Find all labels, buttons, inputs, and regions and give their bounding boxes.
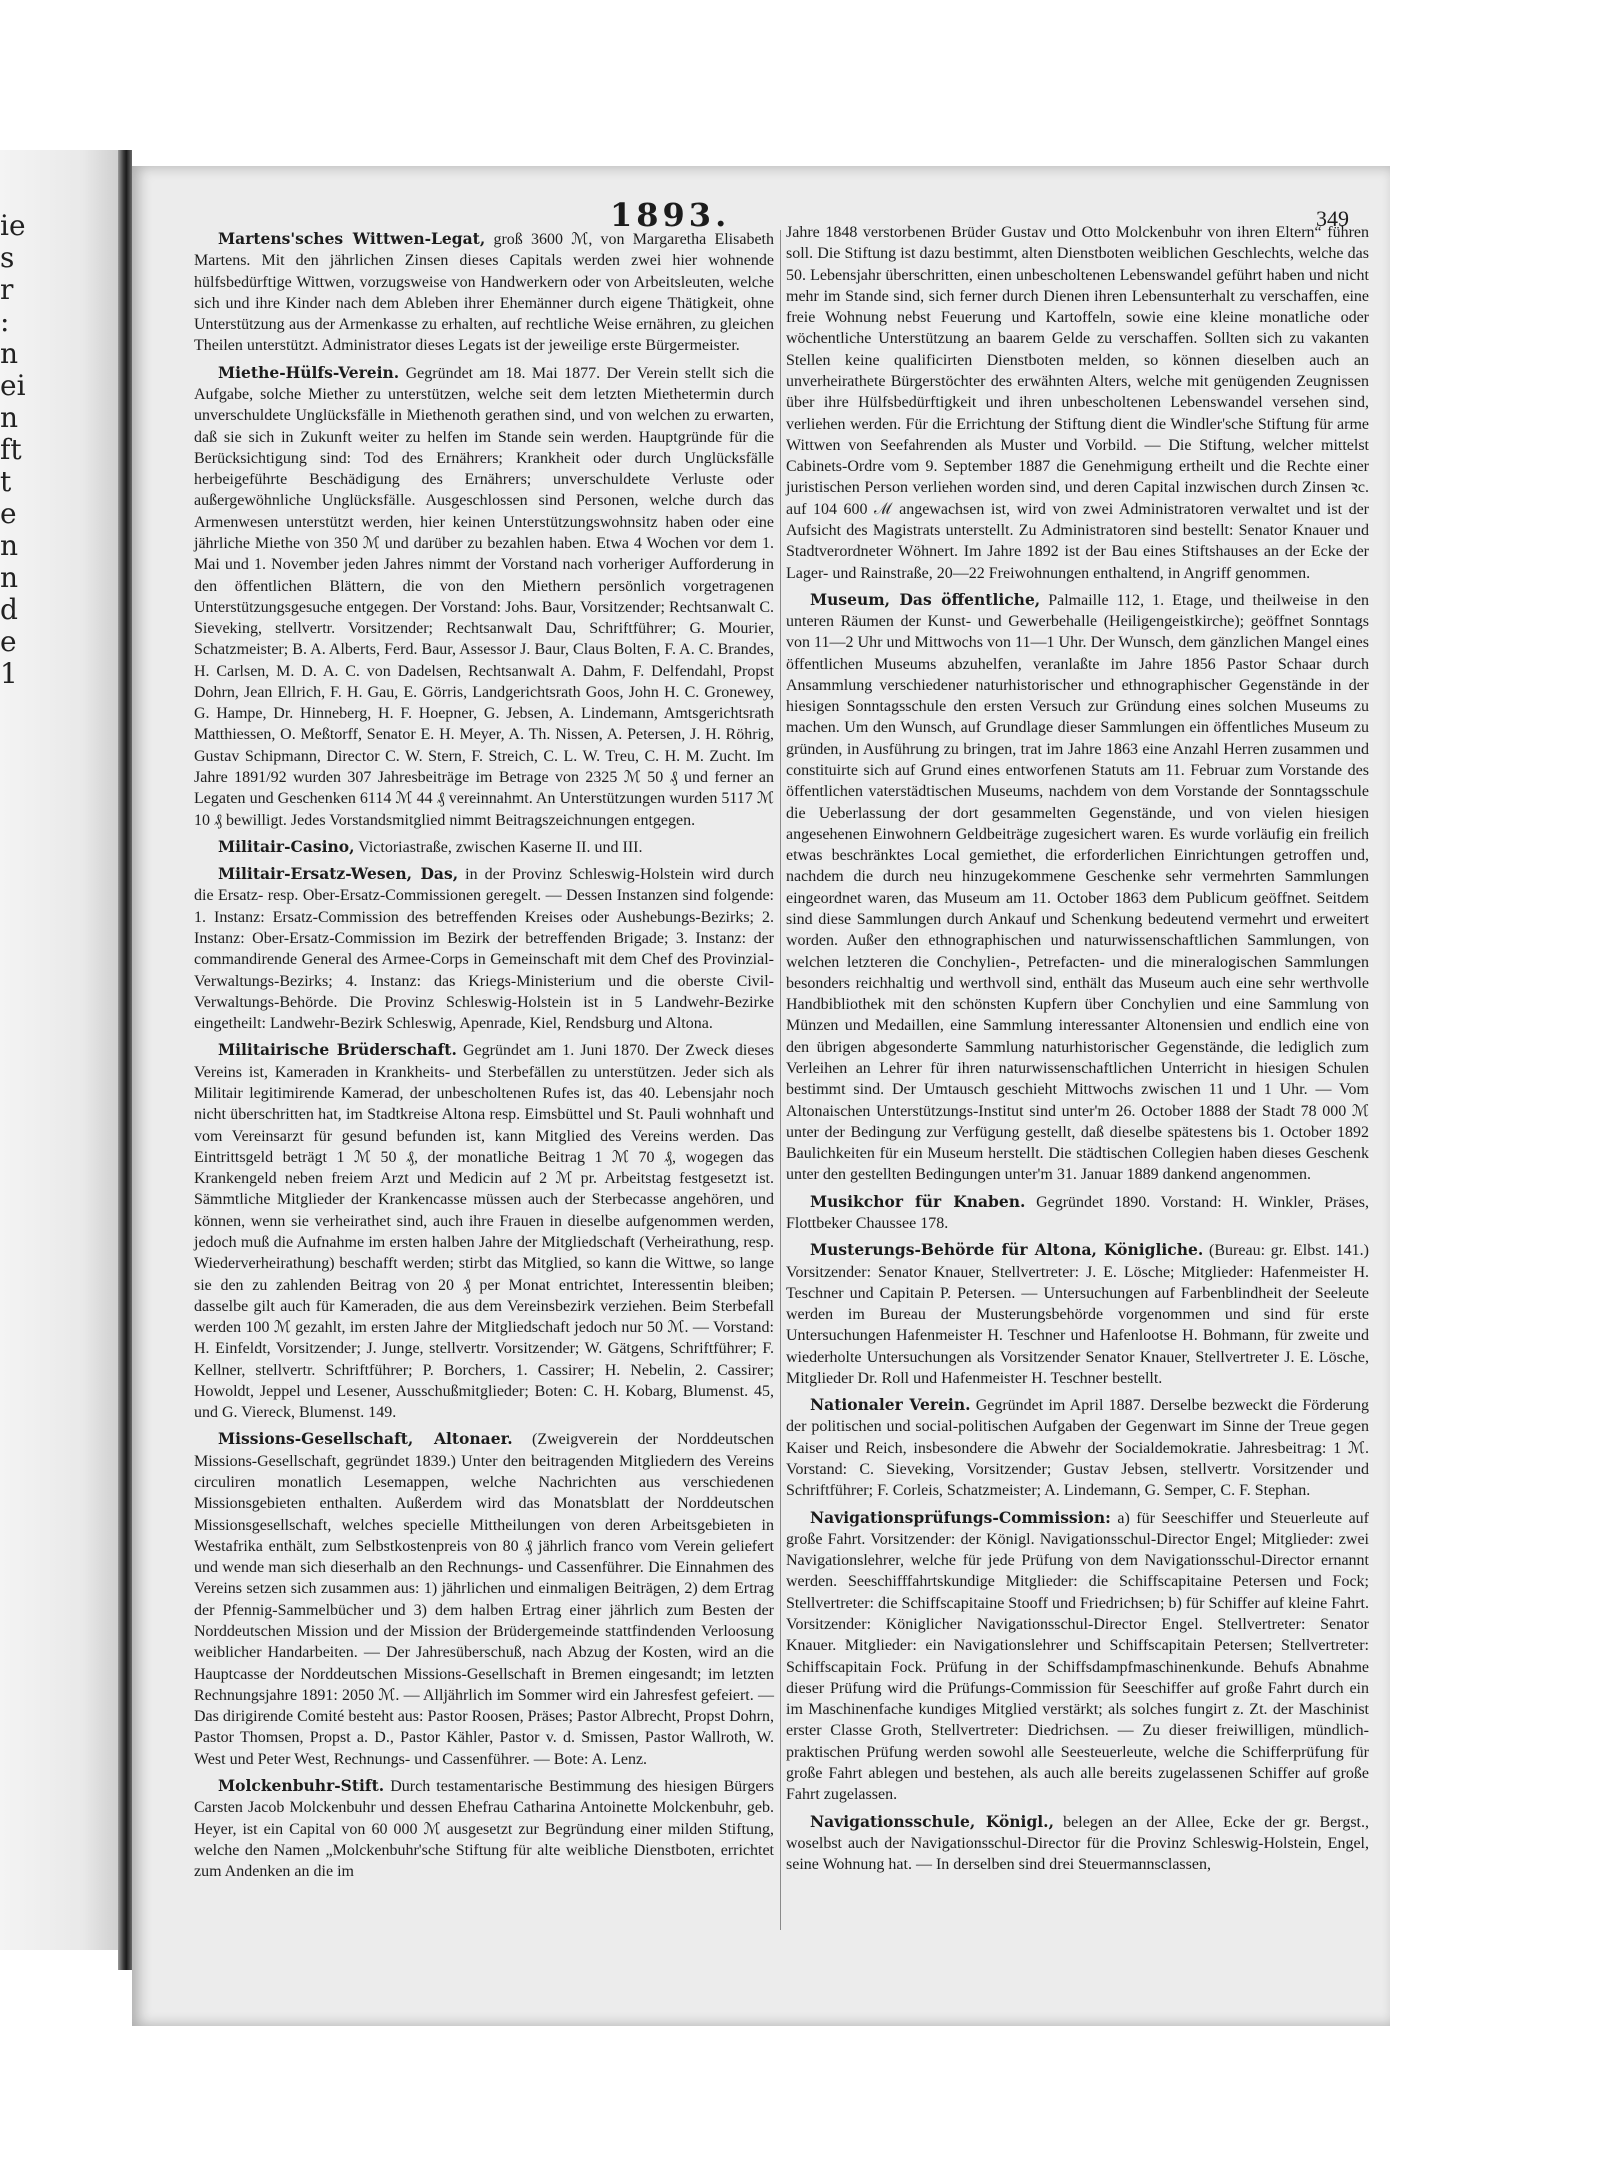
directory-entry bbox=[194, 362, 774, 831]
directory-entry bbox=[194, 1039, 774, 1423]
facing-page-fragment: n bbox=[0, 561, 19, 594]
entry-keyword: Miethe-Hülfs-Verein. bbox=[218, 362, 400, 382]
facing-page-fragment: ie bbox=[0, 209, 26, 242]
facing-page-fragment: n bbox=[0, 529, 19, 562]
directory-entry bbox=[194, 863, 774, 1034]
facing-page-strip bbox=[0, 150, 118, 1950]
entry-text: (Bureau: gr. Elbst. 141.) Vorsitzender: Senator Knauer, Stellvertreter: J. E. Lösche; Mitglieder: Hafenmeister H. Teschner und Capitain P. Petersen. — Untersuchungen auf Farbenblindheit der Seeleute werden im Bureau der Musterungsbehörde vorgenommen und sind für erste Untersuchungen Hafenmeister H. Teschner und Hafenlootse H. Bohmann, für zweite und wiederholte Untersuchungen als Vorsitzender Senator Knauer, Stellvertreter J. E. Lösche, Mitglieder Dr. Roll und Hafenmeister H. Teschner bestellt. bbox=[786, 1242, 1370, 1387]
entry-text: Jahre 1848 verstorbenen Brüder Gustav und Otto Molckenbuhr von ihren Eltern“ führen soll. Die Stiftung ist dazu bestimmt, alten Dienstboten weiblichen Geschlechts, welche das 50. Lebensjahr überschritten, einen unbescholtenen Lebenswandel geführt haben und nicht mehr im Stande sind, sich ferner durch Dienen ihren Lebensunterhalt zu verschaffen, eine freie Wohnung nebst Feuerung und Kartoffeln, sowie eine kleine monatliche oder wöchentliche Unterstützung an baarem Gelde zu verschaffen. Sollten sich zu vakanten Stellen keine qualificirten Dienstboten melden, so können dieselben auch an unverheirathete Bürgerstöchter des erwähnten Alters, welche mit genügenden Zeugnissen über ihre Hülfsbedürftigkeit und ihren unbescholtenen Lebenswandel versehen sind, verliehen werden. Für die Errichtung der Stiftung dient die Windler'sche Stiftung für arme Wittwen von Seefahrenden als Muster und Vorbild. — Die Stiftung, welcher mittelst Cabinets-Ordre vom 9. September 1887 die Genehmigung ertheilt und die Rechte einer juristischen Person verliehen worden sind, und deren Capital inzwischen durch Zinsen ꝛc. auf 104 600 ℳ angewachsen ist, wird von zwei Administratoren verwaltet und ist der Aufsicht des Magistrats unterstellt. Zu Administratoren sind bestellt: Senator Knauer und Stadtverordneter Wöhnert. Im Jahre 1892 ist der Bau eines Stiftshauses an der Ecke der Lager- und Rainstraße, 20—22 Freiwohnungen enthaltend, in Angriff genommen. bbox=[786, 224, 1369, 582]
entry-keyword: Navigationsprüfungs-Commission: bbox=[810, 1507, 1111, 1527]
directory-entry bbox=[786, 1507, 1369, 1806]
entry-text: Victoriastraße, zwischen Kaserne II. und III. bbox=[354, 838, 643, 856]
entry-keyword: Militair-Ersatz-Wesen, Das, bbox=[218, 864, 459, 884]
facing-page-fragment: : bbox=[0, 305, 10, 338]
directory-entry bbox=[194, 836, 774, 858]
entry-keyword: Museum, Das öffentliche, bbox=[810, 589, 1041, 609]
directory-entry bbox=[194, 228, 774, 357]
entry-text: Gegründet am 18. Mai 1877. Der Verein stellt sich die Aufgabe, solche Miether zu unterstützen, welche seit dem letzten Miethetermin durch unverschuldete Unglücksfälle in Miethenoth gerathen sind, und von welchen zu erwarten, daß sie sich in Zukunft weiter zu helfen im Stande sein werden. Hauptgründe für die Berücksichtigung sind: Tod des Ernährers; Krankheit oder durch Unglücksfälle herbeigeführte Beschädigung des Ernährers; unverschuldete Verluste oder außergewöhnliche Unglücksfälle. Ausgeschlossen sind Personen, welche durch das Armenwesen unterstützt werden, hier keinen Unterstützungswohnsitz haben oder eine jährliche Miethe von 350 ℳ und darüber zu bezahlen haben. Etwa 4 Wochen vor dem 1. Mai und 1. November jeden Jahres nimmt der Vorstand nach vorheriger Aufforderung in den öffentlichen Blättern, die von den Miethern persönlich vorgetragenen Unterstützungsgesuche entgegen. Der Vorstand: Johs. Baur, Vorsitzender; Rechtsanwalt C. Sieveking, stellvertr. Vorsitzender; Rechtsanwalt Dau, Schriftführer; G. Mourier, Schatzmeister; B. A. Alberts, Ferd. Baur, Assessor J. Baur, Claus Bolten, F. A. C. Brandes, H. Carlsen, M. D. A. C. von Dadelsen, Rechtsanwalt A. Dahm, F. Delfendahl, Propst Dohrn, Jean Ellrich, F. H. Gau, E. Görris, Landgerichtsrath Goos, John H. C. Gronewey, G. Hampe, Dr. Hinneberg, H. F. Hoepner, G. Jebsen, A. Lindemann, Amtsgerichtsrath Matthiessen, O. Meßtorff, Senator E. H. Meyer, A. Th. Nissen, A. Petersen, J. H. Röhrig, Gustav Schipmann, Director C. W. Stern, F. Streich, C. L. W. Treu, C. H. M. Zucht. Im Jahre 1891/92 wurden 307 Jahresbeiträge im Betrage von 2325 ℳ 50 ₰ und ferner an Legaten und Geschenken 6114 ℳ 44 ₰ vereinnahmt. An Unterstützungen wurden 5117 ℳ 10 ₰ bewilligt. Jedes Vorstandsmitglied nimmt Beitragszeichnungen entgegen. bbox=[194, 364, 774, 829]
entry-text: Gegründet im April 1887. Derselbe bezweckt die Förderung der politischen und social-politischen Aufgaben der Gegenwart im Sinne der Treue gegen Kaiser und Reich, insbesondere die Abwehr der Socialdemokratie. Jahresbeitrag: 1 ℳ. Vorstand: C. Sieveking, Vorsitzender; Gustav Jebsen, stellvertr. Vorsitzender und Schriftführer; F. Corleis, Schatzmeister; A. Lindemann, G. Semper, C. F. Stephan. bbox=[786, 1397, 1369, 1500]
directory-entry bbox=[194, 1428, 774, 1770]
entry-text: in der Provinz Schleswig-Holstein wird durch die Ersatz- resp. Ober-Ersatz-Commissionen geregelt. — Dessen Instanzen sind folgende: 1. Instanz: Ersatz-Commission des betreffenden Kreises oder Aushebungs-Bezirks; 2. Instanz: Ober-Ersatz-Commission im Bezirk der betreffenden Brigade; 3. Instanz: der commandirende General des Armee-Corps in Gemeinschaft mit dem Chef des Provinzial-Verwaltungs-Bezirks; 4. Instanz: das Kriegs-Ministerium und die oberste Civil-Verwaltungs-Behörde. Die Provinz Schleswig-Holstein ist in 5 Landwehr-Bezirke eingetheilt: Landwehr-Bezirk Schleswig, Apenrade, Kiel, Rendsburg und Altona. bbox=[194, 866, 774, 1033]
page-number: 349 bbox=[1316, 206, 1349, 231]
page-year-heading: 1893. bbox=[610, 196, 731, 234]
facing-page-fragment: s bbox=[0, 241, 15, 274]
directory-entry bbox=[786, 1191, 1369, 1235]
directory-entry bbox=[786, 222, 1369, 584]
entry-text: Gegründet am 1. Juni 1870. Der Zweck dieses Vereins ist, Kameraden in Krankheits- und Sterbefällen zu unterstützen. Jeder sich als Militair legitimirende Kamerad, der unbescholtenen Rufes ist, das 40. Lebensjahr noch nicht überschritten hat, im Stadtkreise Altona resp. Eimsbüttel und St. Pauli wohnhaft und vom Vereinsarzt für gesund befunden ist, kann Mitglied des Vereins werden. Das Eintrittsgeld beträgt 1 ℳ 50 ₰, der monatliche Beitrag 1 ℳ 70 ₰, wogegen das Krankengeld neben freiem Arzt und Medicin auf 2 ℳ pr. Arbeitstag festgesetzt ist. Sämmtliche Mitglieder der Krankencasse müssen auch der Sterbecasse angehören, und können, wenn sie verheirathet sind, auch ihre Frauen in dieselbe aufgenommen werden, jedoch muß die Aufnahme im ersten halben Jahre der Mitgliedschaft (Verheirathung, resp. Wiederverheirathung) beschafft werden; stirbt das Mitglied, so kann die Wittwe, so lange sie den zu zahlenden Beitrag von 20 ₰ per Monat entrichtet, Interessentin bleiben; dasselbe gilt auch für Kameraden, die aus dem Vereinsbezirk verziehen. Beim Sterbefall werden 100 ℳ gezahlt, im ersten Jahre der Mitgliedschaft jedoch nur 50 ℳ. — Vorstand: H. Einfeldt, Vorsitzender; J. Junge, stellvertr. Vorsitzender; W. Gätgens, Schriftführer; F. Kellner, stellvertr. Schriftführer; P. Borchers, 1. Cassirer; H. Nebelin, 2. Cassirer; Howoldt, Jeppel und Lesener, Ausschußmitglieder; Boten: C. H. Kobarg, Blumenst. 45, und G. Viereck, Blumenst. 149. bbox=[194, 1042, 774, 1422]
entry-text: belegen an der Allee, Ecke der gr. Bergst., woselbst auch der Navigationsschul-Director für die Provinz Schleswig-Holstein, Engel, seine Wohnung hat. — In derselben sind drei Steuermannsclassen, bbox=[786, 1813, 1369, 1874]
facing-page-fragment: n bbox=[0, 401, 19, 434]
directory-entry bbox=[194, 1775, 774, 1882]
facing-page-fragment: r bbox=[0, 273, 14, 306]
facing-page-fragment: t bbox=[0, 465, 12, 498]
entry-keyword: Missions-Gesellschaft, Altonaer. bbox=[218, 1429, 513, 1449]
entry-text: a) für Seeschiffer und Steuerleute auf große Fahrt. Vorsitzender: der Königl. Navigationsschul-Director Engel; Mitglieder: zwei Navigationslehrer, welche für jede Prüfung von dem Navigationsschul-Director ernannt werden. Seeschifffahrtskundige Mitglieder: die Schiffscapitaine Petersen und Fock; Stellvertreter: die Schiffscapitaine Stooff und Friedrichsen; b) für Schiffer auf kleine Fahrt. Vorsitzender: Königlicher Navigationsschul-Director Engel. Stellvertreter: Senator Knauer. Mitglieder: ein Navigationslehrer und Schiffscapitain Petersen; Stellvertreter: Schiffscapitain Fock. Prüfung in der Schiffsdampfmaschinenkunde. Behufs Abnahme dieser Prüfung wird die Prüfungs-Commission für Seeschiffer auf große Fahrt durch ein im Maschinenfache kundiges Mitglied verstärkt; als solches fungirt z. Zt. der Maschinist erster Classe Groth, Stellvertreter: Diedrichsen. — Zu dieser freiwilligen, mündlich-praktischen Prüfung werden sowohl alle Seesteuerleute, welche die Schifferprüfung für große Fahrt ablegen und bestehen, als auch alle bereits zugelassenen Schiffer auf große Fahrt zugelassen. bbox=[786, 1509, 1369, 1804]
directory-entry bbox=[786, 1811, 1369, 1876]
facing-page-fragment: ei bbox=[0, 369, 26, 402]
entry-keyword: Navigationsschule, Königl., bbox=[810, 1811, 1054, 1831]
directory-entry bbox=[786, 1394, 1369, 1501]
column-divider bbox=[780, 230, 781, 1930]
entry-text: Gegründet 1890. Vorstand: H. Winkler, Präses, Flottbeker Chaussee 178. bbox=[786, 1193, 1369, 1232]
entry-keyword: Martens'sches Wittwen-Legat, bbox=[218, 229, 486, 248]
entry-text: Durch testamentarische Bestimmung des hiesigen Bürgers Carsten Jacob Molckenbuhr und dessen Ehefrau Catharina Antoinette Molckenbuhr, geb. Heyer, ist ein Capital von 60 000 ℳ ausgesetzt zur Begründung einer milden Stiftung, welche den Namen „Molckenbuhr'sche Stiftung für alte weibliche Dienstboten, errichtet zum Andenken an die im bbox=[194, 1777, 774, 1881]
right-text-column bbox=[786, 222, 1369, 1880]
facing-page-text-fragments bbox=[0, 210, 30, 690]
entry-keyword: Militairische Brüderschaft. bbox=[218, 1040, 457, 1060]
entry-text: (Zweigverein der Norddeutschen Missions-Gesellschaft, gegründet 1839.) Unter den beitragenden Mitgliedern des Vereins circuliren monatlich Lesemappen, welche Nachrichten aus verschiedenen Missionsgebieten enthalten. Außerdem wird das Monatsblatt der Norddeutschen Missionsgesellschaft, welches specielle Mittheilungen von deren Arbeitsgebieten in Westafrika enthält, zum Selbstkostenpreis von 80 ₰ jährlich franco vom Verein geliefert und wende man sich dieserhalb an den Rechnungs- und Cassenführer. Die Einnahmen des Vereins setzen sich zusammen aus: 1) jährlichen und einmaligen Beiträgen, 2) dem Ertrag der Pfennig-Sammelbücher und 3) dem halben Ertrag einer jährlich zum Besten der Norddeutschen Mission und der Mission der Brüdergemeinde stattfindenden Verloosung weiblicher Handarbeiten. — Der Jahresüberschuß, nach Abzug der Kosten, wird an die Hauptcasse der Norddeutschen Missions-Gesellschaft in Bremen eingesandt; im letzten Rechnungsjahre 1891: 2050 ℳ. — Alljährlich im Sommer wird ein Jahresfest gefeiert. — Das dirigirende Comité besteht aus: Pastor Roosen, Präses; Pastor Albrecht, Propst Dohrn, Pastor Thomsen, Propst a. D., Pastor Kähler, Pastor v. d. Smissen, Pastor Wallroth, W. West und Peter West, Rechnungs- und Cassenführer. — Bote: A. Lenz. bbox=[194, 1431, 774, 1768]
directory-entry bbox=[786, 589, 1369, 1186]
entry-keyword: Musterungs-Behörde für Altona, Königliche. bbox=[810, 1240, 1204, 1260]
facing-page-fragment: e bbox=[0, 497, 17, 530]
facing-page-fragment: n bbox=[0, 337, 19, 370]
directory-entry bbox=[786, 1239, 1369, 1389]
entry-text: Palmaille 112, 1. Etage, und theilweise in den unteren Räumen der Kunst- und Gewerbehalle (Heiligengeistkirche); geöffnet Sonntags von 11—2 Uhr und Mittwochs von 11—1 Uhr. Der Wunsch, dem gänzlichen Mangel eines öffentlichen Museums abzuhelfen, veranlaßte im Jahre 1856 Pastor Schaar durch Ansammlung verschiedener naturhistorischer und ethnographischer Gegenstände in der hiesigen Sonntagsschule den ersten Versuch zur Gründung eines solchen Museums zu machen. Um den Wunsch, auf Grundlage dieser Sammlungen ein öffentliches Museum zu gründen, in Ausführung zu bringen, trat im Jahre 1863 eine Anzahl Herren zusammen und constituirte sich auf Grund eines entworfenen Statuts am 11. Februar zum Vorstande des öffentlichen vaterstädtischen Museums, nachdem von dem Vorstande der Sonntagsschule die Ueberlassung der dort gesammelten Gegenstände, und von vielen hiesigen angesehenen Einwohnern Geldbeiträge zugesichert waren. Es wurde vorläufig ein freilich etwas beschränktes Local gemiethet, die erforderlichen Einrichtungen getroffen und, nachdem die durch neu hinzugekommene Geschenke sehr vermehrten Sammlungen eingeordnet waren, das Museum am 11. October 1863 dem Publicum geöffnet. Seitdem sind diese Sammlungen durch Ankauf und Schenkung bedeutend vermehrt und erweitert worden. Außer den ethnographischen und naturwissenschaftlichen Sammlungen, von welchen letzteren die Conchylien-, Petrefacten- und die mineralogischen Sammlungen besonders reichhaltig und werthvoll sind, enthält das Museum auch eine sehr werthvolle Handbibliothek mit den schönsten Kupfern über Conchylien und eine Sammlung von Münzen und Medaillen, eine Sammlung interessanter Altonensien und endlich eine von den übrigen abgesonderte Sammlung naturhistorischer Gegenstände, die lediglich zum Verleihen an Lehrer für ihren naturwissenschaftlichen Unterricht in hiesigen Schulen bestimmt sind. Der Umtausch geschieht Mittwochs zwischen 11 und 1 Uhr. — Vom Altonaischen Unterstützungs-Institut sind unter'm 26. October 1888 der Stadt 78 000 ℳ unter der Bedingung zur Verfügung gestellt, daß dieselbe spätestens bis 1. October 1892 Baulichkeiten für ein Museum herstellt. Die städtischen Collegien haben dieses Geschenk unter den gestellten Bedingungen unter'm 31. Januar 1889 dankend angenommen. bbox=[786, 591, 1370, 1184]
facing-page-fragment: ft bbox=[0, 433, 22, 466]
left-text-column bbox=[194, 228, 774, 1887]
entry-keyword: Nationaler Verein. bbox=[810, 1395, 971, 1415]
book-gutter bbox=[118, 150, 132, 1970]
entry-keyword: Musikchor für Knaben. bbox=[810, 1191, 1026, 1211]
entry-text: groß 3600 ℳ, von Margaretha Elisabeth Martens. Mit den jährlichen Zinsen dieses Capitals werden zwei hier wohnende hülfsbedürftige Wittwen, vorzugsweise von Handwerkern oder von Arbeitsleuten, welche sich und ihre Kinder nach dem Ableben ihrer Ehemänner durch eigene Thätigkeit, ohne Unterstützung aus der Armenkasse zu erhalten, auf rechtliche Weise ernähren, zu gleichen Theilen unterstützt. Administrator dieses Legats ist der jeweilige erste Bürgermeister. bbox=[194, 231, 774, 355]
entry-keyword: Militair-Casino, bbox=[218, 836, 355, 856]
facing-page-fragment: 1 bbox=[0, 657, 18, 690]
facing-page-fragment: d bbox=[0, 593, 18, 626]
facing-page-fragment: e bbox=[0, 625, 17, 658]
entry-keyword: Molckenbuhr-Stift. bbox=[218, 1775, 385, 1795]
